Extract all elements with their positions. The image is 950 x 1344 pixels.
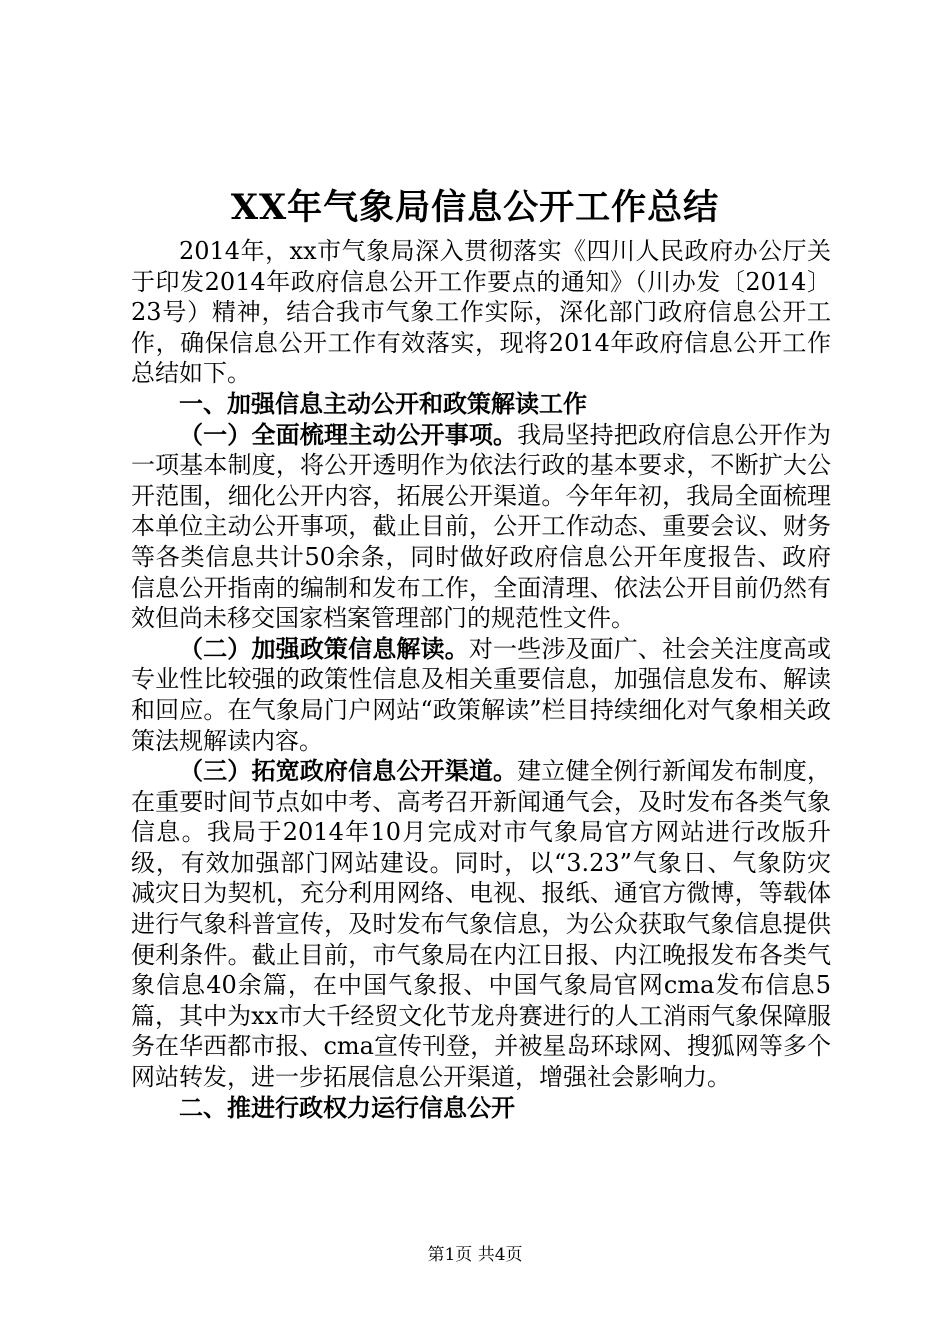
item-2-text: 对一些涉及面广、社会关注度高或专业性比较强的政策性信息及相关重要信息，加强信息发布、解读和回应。在气象局门户网站“政策解读”栏目持续细化对气象相关政策法规解读内容。 <box>131 634 832 755</box>
item-3-paragraph <box>131 756 831 1093</box>
document-title: XX年气象局信息公开工作总结 <box>230 187 720 228</box>
item-3-text: 建立健全例行新闻发布制度，在重要时间节点如中考、高考召开新闻通气会，及时发布各类气象信息。我局于2014年10月完成对市气象局官方网站进行改版升级，有效加强部门网站建设。同时，以“3.23”气象日、气象防灾减灾日为契机，充分利用网络、电视、报纸、通官方微博，等载体进行气象科普宣传，及时发布气象信息，为公众获取气象信息提供便利条件。截止目前，市气象局在内江日报、内江晚报发布各类气象信息40余篇，在中国气象报、中国气象局官网cma发布信息5篇，其中为xx市大千经贸文化节龙舟赛进行的人工消雨气象保障服务在华西都市报、cma宣传刊登，并被星岛环球网、搜狐网等多个网站转发，进一步拓展信息公开渠道，增强社会影响力。 <box>131 757 832 1092</box>
page-footer: 第1页 共4页 <box>427 1245 523 1265</box>
document-body <box>131 236 831 1123</box>
section-1-heading: 一、加强信息主动公开和政策解读工作 <box>179 389 587 418</box>
intro-paragraph: 2014年，xx市气象局深入贯彻落实《四川人民政府办公厅关于印发2014年政府信息公开工作要点的通知》（川办发〔2014〕23号）精神，结合我市气象工作实际，深化部门政府信息公开工作，确保信息公开工作有效落实，现将2014年政府信息公开工作总结如下。 <box>131 237 831 388</box>
item-2-paragraph <box>131 634 831 756</box>
item-1-paragraph <box>131 420 831 634</box>
item-1-lead: （一）全面梳理主动公开事项。 <box>179 420 518 449</box>
item-2-lead: （二）加强政策信息解读。 <box>179 634 469 663</box>
section-2-heading: 二、推进行政权力运行信息公开 <box>179 1093 515 1122</box>
item-1-text: 我局坚持把政府信息公开作为一项基本制度，将公开透明作为依法行政的基本要求，不断扩大公开范围，细化公开内容，拓展公开渠道。今年年初，我局全面梳理本单位主动公开事项，截止目前，公开工作动态、重要会议、财务等各类信息共计50余条，同时做好政府信息公开年度报告、政府信息公开指南的编制和发布工作，全面清理、依法公开目前仍然有效但尚未移交国家档案管理部门的规范性文件。 <box>131 420 832 633</box>
item-3-lead: （三）拓宽政府信息公开渠道。 <box>179 757 518 786</box>
